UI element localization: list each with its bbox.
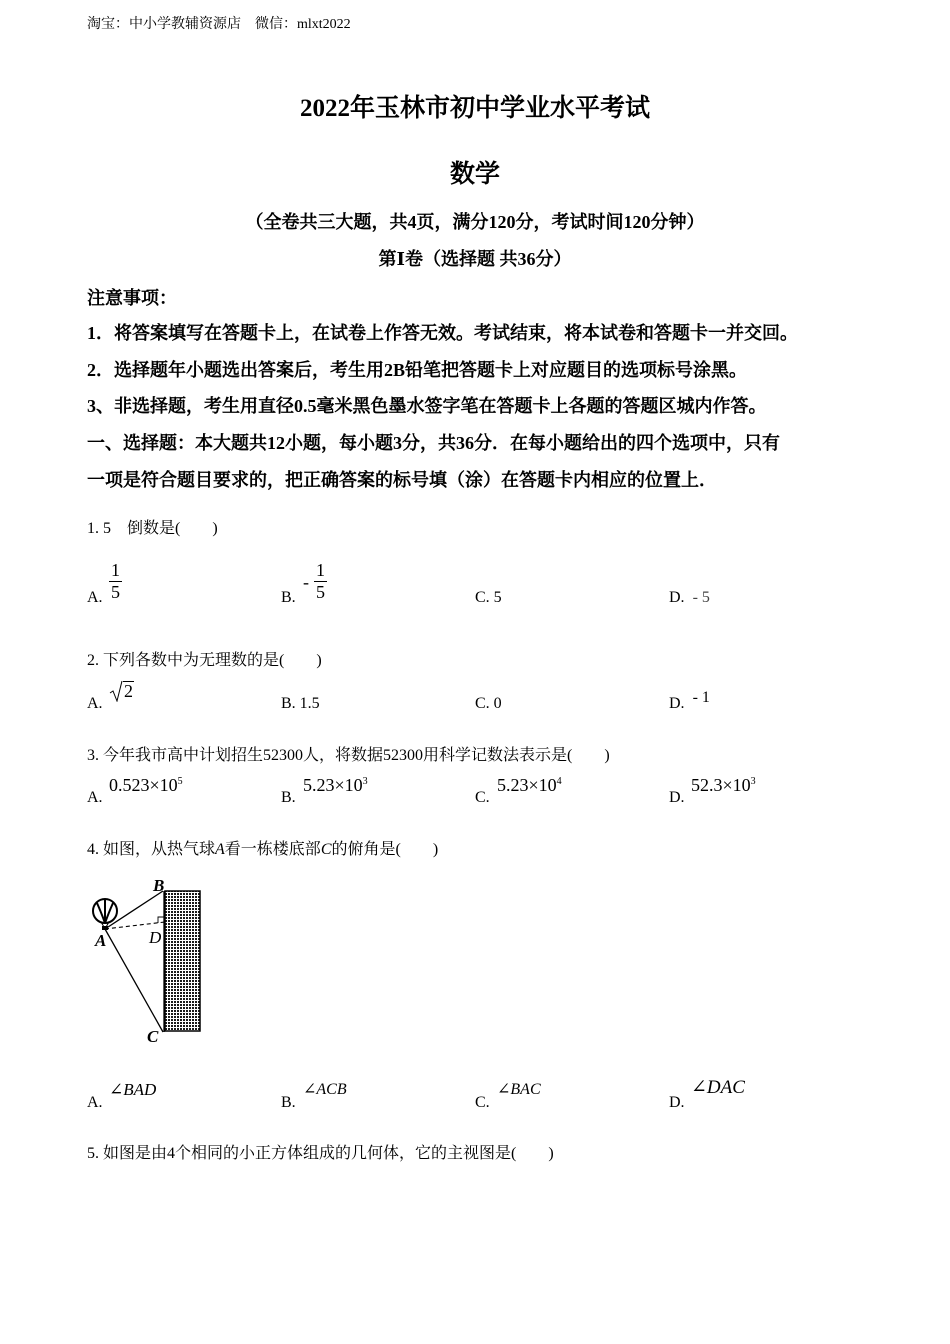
label-a: A bbox=[95, 931, 107, 950]
option-label: A. bbox=[87, 695, 103, 712]
sci-notation: $5.23\times 10^3$ bbox=[303, 775, 368, 795]
notice-title: 注意事项： bbox=[87, 288, 177, 308]
option-label: D. bbox=[669, 789, 685, 806]
q2-option-b: B. 1.5 bbox=[281, 695, 320, 712]
fraction: $\frac{1}{5}$ bbox=[111, 560, 120, 602]
label-d: D bbox=[149, 928, 162, 947]
hot-air-balloon-figure bbox=[87, 872, 212, 1047]
q1-option-c: C. 5 bbox=[475, 589, 502, 606]
sci-notation: $0.523\times 10^5$ bbox=[109, 775, 183, 795]
q1-stem: 1. 5 倒数是( ) bbox=[87, 520, 218, 537]
option-label: D. bbox=[669, 695, 685, 712]
radicand: 2 bbox=[124, 681, 133, 701]
angle-expression: ∠ACB bbox=[303, 1081, 347, 1098]
q1-option-d bbox=[669, 589, 710, 607]
angle-expression: ∠BAC bbox=[497, 1081, 541, 1098]
page-header: 淘宝：中小学教辅资源店 微信：mlxt2022 bbox=[87, 17, 351, 32]
option-label: D. bbox=[669, 589, 685, 606]
part1-instructions-line1: 一、选择题：本大题共12小题，每小题3分，共36分．在每小题给出的四个选项中，只有 bbox=[87, 433, 780, 453]
option-label: D. bbox=[669, 1094, 685, 1111]
notice-2: 2．选择题年小题选出答案后，考生用2B铅笔把答题卡上对应题目的选项标号涂黑。 bbox=[87, 360, 748, 380]
q2-option-d bbox=[669, 689, 710, 713]
section-title: 第Ⅰ卷（选择题 共36分） bbox=[378, 249, 572, 269]
option-label: A. bbox=[87, 1094, 103, 1111]
part1-instructions-line2: 一项是符合题目要求的，把正确答案的标号填（涂）在答题卡内相应的位置上． bbox=[87, 470, 717, 490]
angle-expression: ∠BAD bbox=[109, 1080, 157, 1099]
option-label: C. bbox=[475, 789, 490, 806]
option-value: - 1 bbox=[692, 689, 710, 706]
label-c: C bbox=[147, 1027, 159, 1046]
notice-1: 1．将答案填写在答题卡上，在试卷上作答无效。考试结束，将本试卷和答题卡一并交回。 bbox=[87, 323, 798, 343]
q2-stem: 2. 下列各数中为无理数的是( ) bbox=[87, 652, 322, 669]
q3-stem: 3. 今年我市高中计划招生52300人，将数据52300用科学记数法表示是( ) bbox=[87, 747, 610, 764]
option-value: - 5 bbox=[692, 589, 710, 606]
option-label: B. bbox=[281, 1094, 296, 1111]
fraction: $\frac{1}{5}$ bbox=[316, 560, 325, 602]
option-label: B. bbox=[281, 789, 296, 806]
q5-stem: 5. 如图是由4个相同的小正方体组成的几何体，它的主视图是( ) bbox=[87, 1145, 554, 1162]
q2-option-c: C. 0 bbox=[475, 695, 502, 712]
notice-3: 3、非选择题，考生用直径0.5毫米黑色墨水签字笔在答题卡上各题的答题区城内作答。 bbox=[87, 396, 767, 416]
building-shape bbox=[165, 891, 200, 1031]
sci-notation: $52.3\times 10^3$ bbox=[691, 775, 756, 795]
exam-info: （全卷共三大题，共4页，满分120分，考试时间120分钟） bbox=[245, 212, 705, 232]
minus-sign: - bbox=[303, 572, 309, 592]
option-label: C. bbox=[475, 1094, 490, 1111]
option-label: B. bbox=[281, 589, 296, 606]
option-label: A. bbox=[87, 789, 103, 806]
label-b: B bbox=[153, 876, 165, 895]
sci-notation: $5.23\times 10^4$ bbox=[497, 775, 562, 795]
balloon-icon bbox=[93, 899, 117, 930]
option-label: A. bbox=[87, 589, 103, 606]
angle-expression: ∠DAC bbox=[691, 1077, 745, 1098]
exam-title: 2022年玉林市初中学业水平考试 bbox=[299, 95, 650, 122]
q4-stem: 4. 如图，从热气球A看一栋楼底部C的俯角是( ) bbox=[87, 841, 439, 858]
sqrt-icon bbox=[109, 680, 123, 702]
subject-title: 数学 bbox=[449, 161, 500, 188]
